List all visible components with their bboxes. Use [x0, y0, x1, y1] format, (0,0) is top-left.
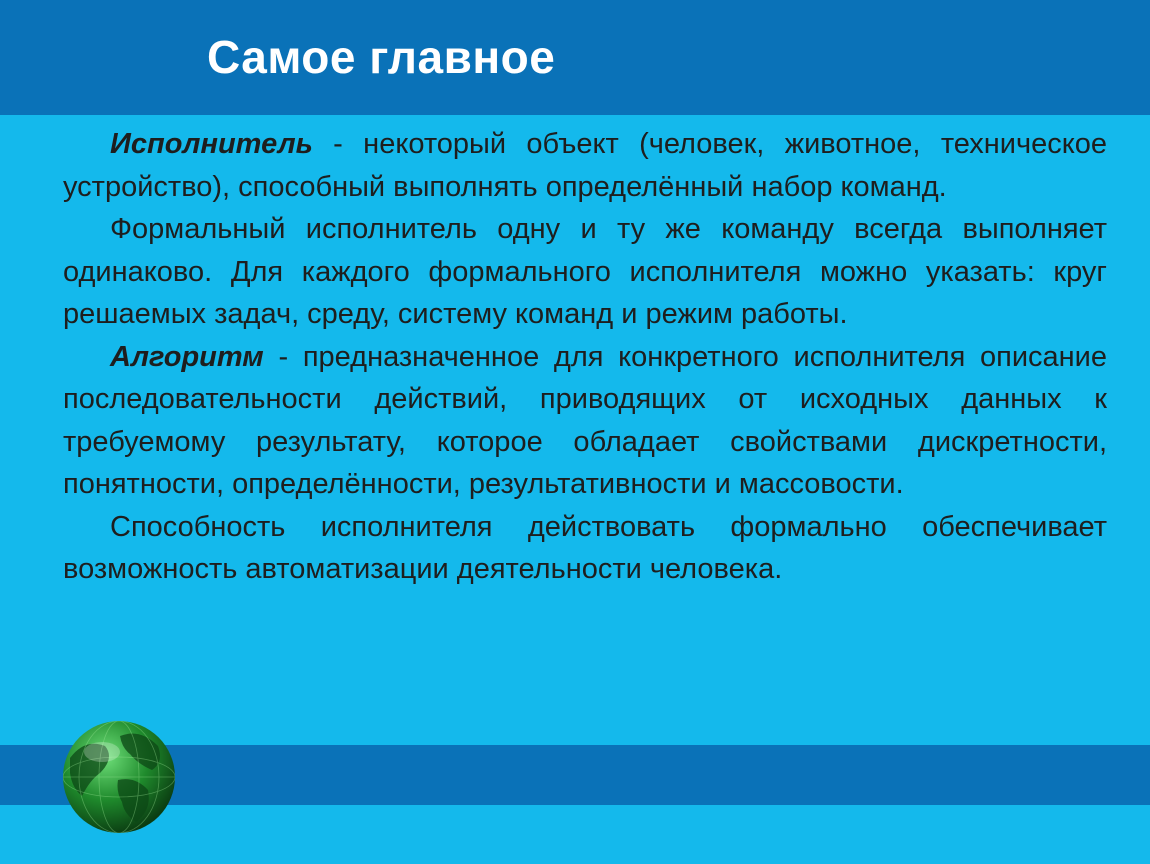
text-formal-executor: Формальный исполнитель одну и ту же команду всегда выполняет одинаково. Для каждого формального исполнителя можно указать: круг решаемых задач, среду, систему команд и режим работы.	[63, 213, 1107, 330]
definition-executor: - некоторый объект (человек, животное, техническое устройство), способный выполнять определённый набор команд.	[63, 128, 1107, 203]
title-band	[0, 0, 1150, 115]
paragraph-algorithm	[63, 336, 1107, 506]
text-automation: Способность исполнителя действовать формально обеспечивает возможность автоматизации деятельности человека.	[63, 510, 1107, 585]
paragraph-formal-executor	[63, 208, 1107, 336]
paragraph-executor	[63, 123, 1107, 208]
paragraph-automation	[63, 506, 1107, 591]
definition-algorithm: - предназначенное для конкретного исполнителя описание последовательности действий, приводящих от исходных данных к требуемому результату, которое обладает свойствами дискретности, понятности, определённости, результативности и массовости.	[63, 340, 1107, 500]
slide-title: Самое главное	[207, 31, 556, 83]
term-algorithm: Алгоритм	[110, 340, 264, 373]
globe-icon	[60, 718, 178, 836]
slide-body	[63, 123, 1107, 591]
term-executor: Исполнитель	[110, 128, 313, 160]
